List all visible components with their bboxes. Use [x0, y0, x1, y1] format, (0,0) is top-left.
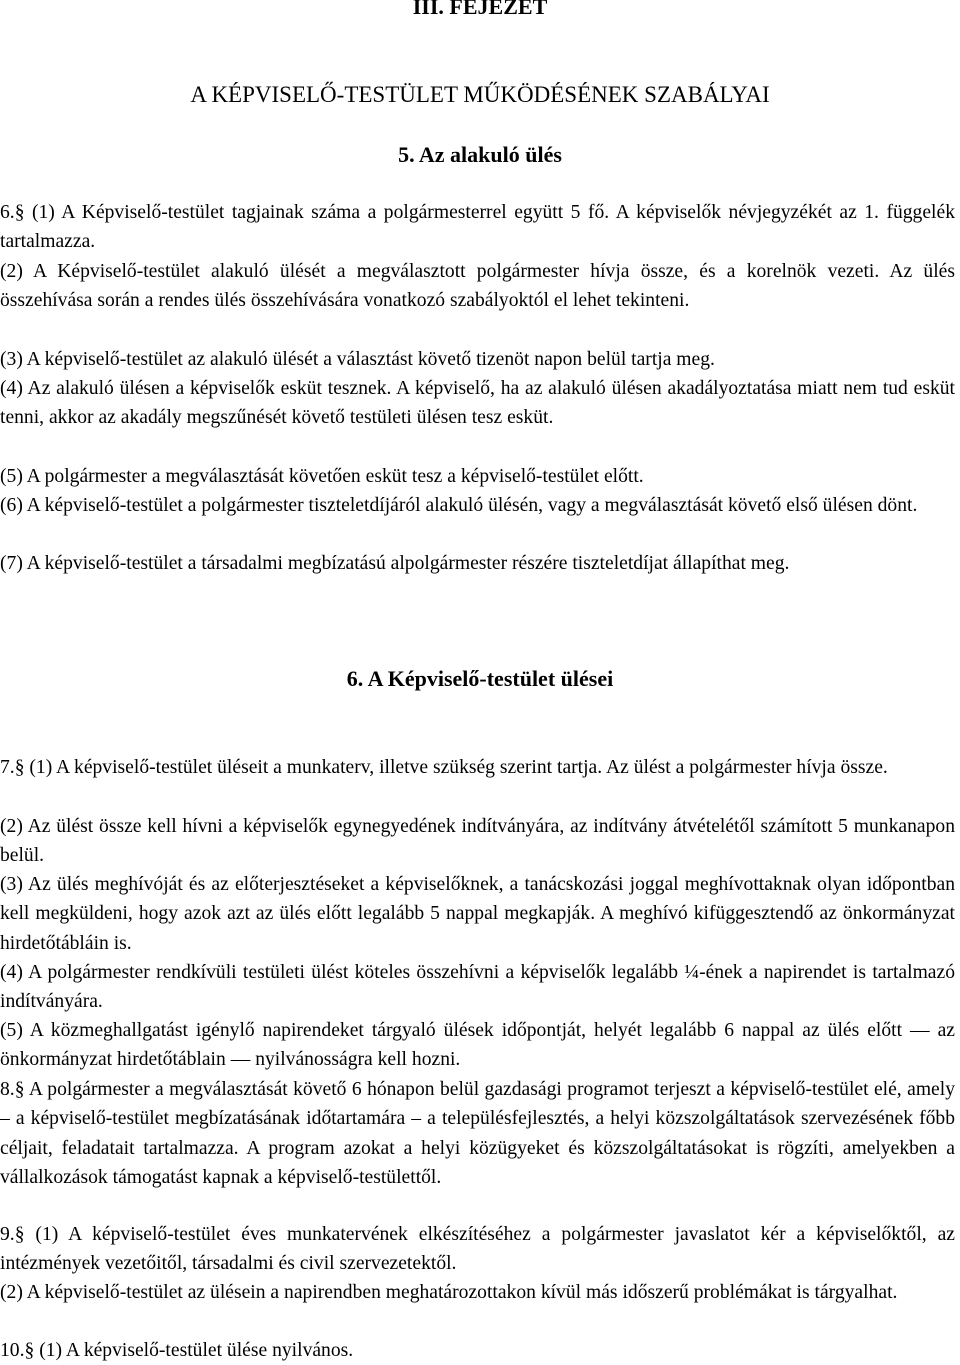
- paragraph-6-2: (2) A Képviselő-testület alakuló ülését a megválasztott polgármester hívja össze, és a korelnök vezeti. Az ülés összehívása során a rendes ülés összehívására vonatkozó szabályoktól el lehet tekinteni.: [0, 261, 955, 312]
- main-title: A KÉPVISELŐ-TESTÜLET MŰKÖDÉSÉNEK SZABÁLYAI: [190, 82, 770, 107]
- paragraph-9-1: 9.§ (1) A képviselő-testület éves munkatervének elkészítéséhez a polgármester javaslatot kér a képviselőktől, az intézmények vezetőitől, társadalmi és civil szervezetektől.: [0, 1224, 955, 1275]
- paragraph-9-2: (2) A képviselő-testület az ülésein a napirendben meghatározottakon kívül más időszerű problémákat is tárgyalhat.: [0, 1282, 898, 1303]
- paragraph-6-5: (5) A polgármester a megválasztását követően esküt tesz a képviselő-testület előtt.: [0, 466, 644, 487]
- paragraph-7-5: (5) A közmeghallgatást igénylő napirendeket tárgyaló ülések időpontját, helyét legalább 6 nappal az ülés előtt — az önkormányzat hirdetőtáblain — nyilvánosságra kell hozni.: [0, 1020, 955, 1071]
- paragraph-8: 8.§ A polgármester a megválasztását követő 6 hónapon belül gazdasági programot terjeszt a képviselő-testület elé, amely – a képviselő-testület megbízatásának időtartamára – a településfejlesztés, a helyi közszolgáltatások szervezésének főbb céljait, feladatait tartalmazza. A program azokat a helyi közügyeket és közszolgáltatásokat is rögzíti, amelyekben a vállalkozások támogatást kapnak a képviselő-testülettől.: [0, 1079, 955, 1189]
- paragraph-6-4: (4) Az alakuló ülésen a képviselők esküt tesznek. A képviselő, ha az alakuló ülésen akadályoztatása miatt nem tud esküt tenni, akkor az akadály megszűnését követő testületi ülésen tesz esküt.: [0, 378, 955, 429]
- paragraph-7-2: (2) Az ülést össze kell hívni a képviselők egynegyedének indítványára, az indítvány átvételétől számított 5 munkanapon belül.: [0, 816, 955, 867]
- paragraph-6-6: (6) A képviselő-testület a polgármester tiszteletdíjáról alakuló ülésén, vagy a megválasztását követő első ülésen dönt.: [0, 495, 918, 516]
- paragraph-10-1: 10.§ (1) A képviselő-testület ülése nyilvános.: [0, 1340, 354, 1361]
- paragraph-7-4: (4) A polgármester rendkívüli testületi ülést köteles összehívni a képviselők legalább ¼-ének a napirendet is tartalmazó indítványára.: [0, 962, 955, 1013]
- paragraph-6-3: (3) A képviselő-testület az alakuló ülését a választást követő tizenöt napon belül tartja meg.: [0, 349, 715, 370]
- section-heading-alakulo-ules: 5. Az alakuló ülés: [398, 142, 562, 167]
- chapter-heading: III. FEJEZET: [412, 0, 548, 19]
- paragraph-7-1: 7.§ (1) A képviselő-testület üléseit a munkaterv, illetve szükség szerint tartja. Az ülést a polgármester hívja össze.: [0, 757, 888, 778]
- section-heading-testuleti-ulesek: 6. A Képviselő-testület ülései: [346, 666, 614, 691]
- paragraph-6-7: (7) A képviselő-testület a társadalmi megbízatású alpolgármester részére tiszteletdíjat állapíthat meg.: [0, 553, 790, 574]
- paragraph-6-1: 6.§ (1) A Képviselő-testület tagjainak száma a polgármesterrel együtt 5 fő. A képviselők névjegyzékét az 1. függelék tartalmazza.: [0, 202, 955, 253]
- paragraph-7-3: (3) Az ülés meghívóját és az előterjesztéseket a képviselőknek, a tanácskozási joggal meghívottaknak olyan időpontban kell megküldeni, hogy azok azt az ülés előtt legalább 5 nappal megkapják. A meghívó kifüggesztendő az önkormányzat hirdetőtábláin is.: [0, 874, 955, 954]
